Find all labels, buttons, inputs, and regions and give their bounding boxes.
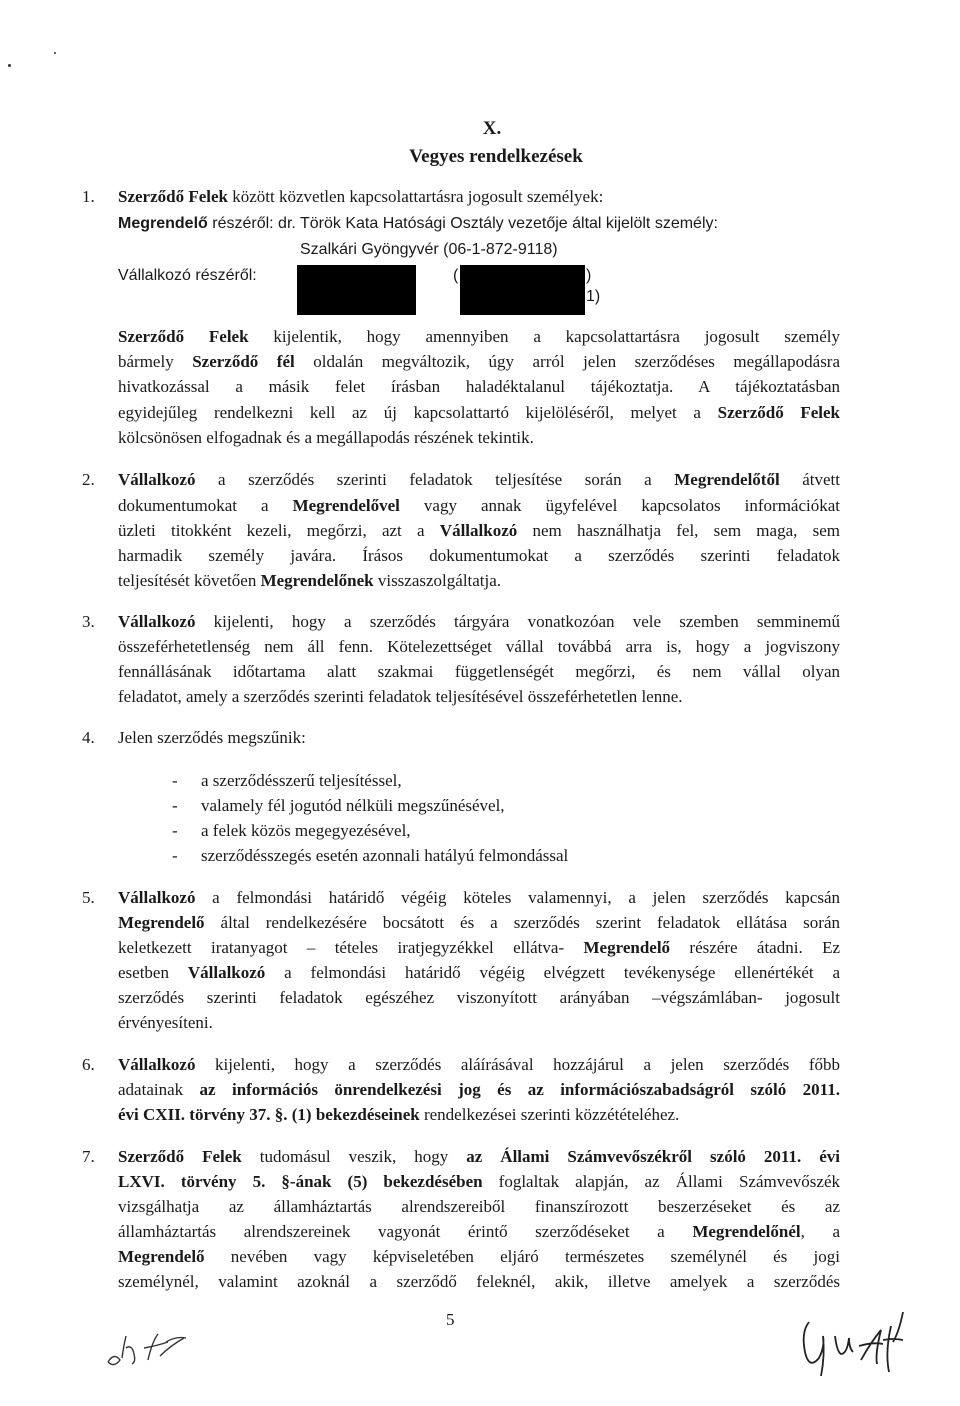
s7-line-2	[118, 1172, 840, 1192]
bold-term: Vállalkozó	[439, 521, 518, 540]
s2-line-4	[118, 546, 840, 566]
section-title-heading: Vegyes rendelkezések	[409, 146, 583, 167]
text-run: személynél, valamint azoknál a szerződő feleknél, akik, illetve amelyek a szerződés	[118, 1272, 840, 1291]
text-run: államháztartás alrendszereinek vagyonát érintő szerződéseket a	[118, 1222, 693, 1241]
s6-line-2	[118, 1080, 840, 1100]
text-run: teljesítését követően	[118, 571, 261, 590]
s1-customer-label: Megrendelő	[118, 215, 208, 232]
text-run: összeférhetetlenség nem áll fenn. Kötelezettséget vállal továbbá arra is, hogy a jogviszony	[118, 637, 840, 656]
s1-redacted-paren-open: (	[453, 267, 459, 284]
s1-para-line-1	[118, 327, 840, 347]
s3-line-4	[118, 687, 683, 707]
s3-number: 3.	[82, 612, 95, 631]
text-run: vizsgálhatja az államháztartás alrendszereiből finanszírozott beszerzéseket és az	[118, 1197, 840, 1216]
text-run: érvényesíteni.	[118, 1013, 213, 1032]
text-run: adatainak	[118, 1080, 200, 1099]
s2-number: 2.	[82, 470, 95, 489]
s4-item-1: a szerződésszerű teljesítéssel,	[201, 771, 402, 790]
s1-number: 1.	[82, 187, 95, 206]
s2-line-3	[118, 521, 840, 541]
s2-line-5	[118, 571, 501, 591]
text-run: által rendelkezésére bocsátott és a szerződés szerint feladatok ellátása során	[204, 913, 840, 932]
s6-line-3	[118, 1105, 679, 1125]
text-run: vagy annak ügyfelével kapcsolatos információkat	[399, 496, 841, 515]
text-run: bármely	[118, 352, 193, 371]
scan-speck	[8, 64, 11, 67]
text-run: a felmondási határidő végéig köteles valamennyi, a jelen szerződés kapcsán	[195, 888, 840, 907]
s1-intro-rest: között közvetlen kapcsolattartásra jogosult személyek:	[228, 187, 604, 206]
text-run: rendelkezései szerinti közzétételéhez.	[419, 1105, 680, 1124]
s1-intro	[118, 187, 603, 207]
s5-line-3	[118, 938, 840, 958]
text-run: szerződés szerinti feladatok egészéhez viszonyított arányában –végszámlában- jogosult	[118, 988, 840, 1007]
text-run: átvett	[779, 470, 841, 489]
text-run: visszaszolgáltatja.	[373, 571, 502, 590]
text-run: harmadik személy javára. Írásos dokumentumokat a szerződés szerinti feladatok	[118, 546, 840, 565]
text-run: a felmondási határidő végéig elvégzett tevékenysége ellenértékét a	[265, 963, 840, 982]
s5-line-2	[118, 913, 840, 933]
s7-line-5	[118, 1247, 840, 1267]
text-run: tudomásul veszik, hogy	[241, 1147, 467, 1166]
bold-term: az információs önrendelkezési jog és az információszabadságról szóló 2011.	[199, 1080, 840, 1099]
s2-line-1	[118, 470, 840, 490]
s4-item-2: valamely fél jogutód nélküli megszűnésével,	[201, 796, 505, 815]
s6-number: 6.	[82, 1055, 95, 1074]
s2-line-2	[118, 496, 840, 516]
scan-speck	[54, 52, 56, 54]
s5-line-6	[118, 1013, 213, 1033]
text-run: esetben	[118, 963, 188, 982]
text-run: kijelenti, hogy a szerződés tárgyára vonatkozóan vele szemben semminemű	[195, 612, 840, 631]
bold-term: Megrendelő	[118, 913, 205, 932]
text-run: a szerződés szerinti feladatok teljesítése során a	[195, 470, 675, 489]
s4-dash: -	[172, 796, 178, 815]
bold-term: Vállalkozó	[118, 888, 196, 907]
text-run: hivatkozással a másik felet írásban haladéktalanul tájékoztatja. A tájékoztatásban	[118, 377, 840, 396]
bold-term: Megrendelő	[118, 1247, 205, 1266]
s4-intro: Jelen szerződés megszűnik:	[118, 728, 306, 747]
bold-term: Vállalkozó	[187, 963, 266, 982]
text-run: keletkezett iratanyagot – tételes iratjegyzékkel ellátva-	[118, 938, 584, 957]
s6-line-1	[118, 1055, 840, 1075]
bold-term: Megrendelőnél	[692, 1222, 801, 1241]
bold-term: Megrendelőtől	[674, 470, 780, 489]
bold-term: Szerződő Felek	[118, 1147, 242, 1166]
signature-initials-right	[795, 1300, 915, 1390]
s1-redacted-paren-close: )	[586, 267, 592, 284]
bold-term: évi CXII. törvény 37. §. (1) bekezdéseinek	[118, 1105, 420, 1124]
s1-contractor-label: Vállalkozó részéről:	[118, 267, 257, 284]
redaction-block-phone	[460, 265, 585, 315]
bold-term: LXVI. törvény 5. §-ának (5) bekezdésében	[118, 1172, 483, 1191]
s3-line-2	[118, 637, 840, 657]
bold-term: az Állami Számvevőszékről szóló 2011. évi	[466, 1147, 840, 1166]
s1-para-line-3	[118, 377, 840, 397]
s7-number: 7.	[82, 1147, 95, 1166]
text-run: kijelenti, hogy a szerződés aláírásával hozzájárul a jelen szerződés főbb	[195, 1055, 840, 1074]
text-run: részére átadni. Ez	[670, 938, 840, 957]
bold-term: Szerződő Felek	[118, 327, 249, 346]
text-run: nem használhatja fel, sem maga, sem	[517, 521, 840, 540]
page-number: 5	[446, 1310, 455, 1329]
text-run: üzleti titokként kezeli, megőrzi, azt a	[118, 521, 440, 540]
bold-term: Vállalkozó	[118, 612, 196, 631]
s3-line-3	[118, 662, 840, 682]
text-run: feladatot, amely a szerződés szerinti feladatok teljesítésével összeférhetetlen lenne.	[118, 687, 683, 706]
text-run	[258, 352, 277, 371]
s7-line-3	[118, 1197, 840, 1217]
s1-intro-bold: Szerződő Felek	[118, 187, 228, 206]
bold-term: Megrendelővel	[292, 496, 400, 515]
text-run: kölcsönösen elfogadnak és a megállapodás részének tekintik.	[118, 428, 534, 447]
text-run: fennállásának időtartama alatt szakmai függetlenségét megőrzi, és nem vállal olyan	[118, 662, 840, 681]
bold-term: Szerződő	[192, 352, 259, 371]
text-run: oldalán megváltozik, úgy arról jelen szerződéses megállapodásra	[294, 352, 841, 371]
s5-line-1	[118, 888, 840, 908]
signature-initials-left	[100, 1318, 210, 1378]
s1-para-line-2	[118, 352, 840, 372]
s7-line-1	[118, 1147, 840, 1167]
s3-line-1	[118, 612, 840, 632]
s7-line-6	[118, 1272, 840, 1292]
s5-number: 5.	[82, 888, 95, 907]
bold-term: fél	[276, 352, 295, 371]
redaction-block-name	[297, 265, 416, 315]
bold-term: Megrendelőnek	[260, 571, 374, 590]
s4-item-3: a felek közös megegyezésével,	[201, 821, 411, 840]
bold-term: Vállalkozó	[118, 470, 196, 489]
s1-redacted-tail: 1)	[586, 288, 601, 305]
text-run: egyidejűleg rendelkezni kell az új kapcsolattartó kijelöléséről, melyet a	[118, 403, 718, 422]
text-run: foglaltak alapján, az Állami Számvevőszék	[482, 1172, 840, 1191]
s1-contact: Szalkári Gyöngyvér (06-1-872-9118)	[300, 241, 558, 258]
s4-item-4: szerződésszegés esetén azonnali hatályú felmondással	[201, 846, 569, 865]
section-number-heading: X.	[482, 118, 502, 139]
s5-line-4	[118, 963, 840, 983]
s1-customer-line	[118, 215, 718, 233]
s1-customer-text: részéről: dr. Török Kata Hatósági Osztály vezetője által kijelölt személy:	[207, 215, 718, 232]
bold-term: Megrendelő	[583, 938, 671, 957]
s4-number: 4.	[82, 728, 95, 747]
text-run: kijelentik, hogy amennyiben a kapcsolattartásra jogosult személy	[248, 327, 840, 346]
s4-dash: -	[172, 846, 178, 865]
s7-line-4	[118, 1222, 840, 1242]
s4-dash: -	[172, 821, 178, 840]
text-run: , a	[800, 1222, 840, 1241]
bold-term: Szerződő Felek	[717, 403, 840, 422]
text-run: dokumentumokat a	[118, 496, 293, 515]
s5-line-5	[118, 988, 840, 1008]
s4-dash: -	[172, 771, 178, 790]
s1-para-line-5	[118, 428, 534, 448]
bold-term: Vállalkozó	[118, 1055, 196, 1074]
s1-para-line-4	[118, 403, 840, 423]
text-run: nevében vagy képviseletében eljáró természetes személynél és jogi	[204, 1247, 840, 1266]
